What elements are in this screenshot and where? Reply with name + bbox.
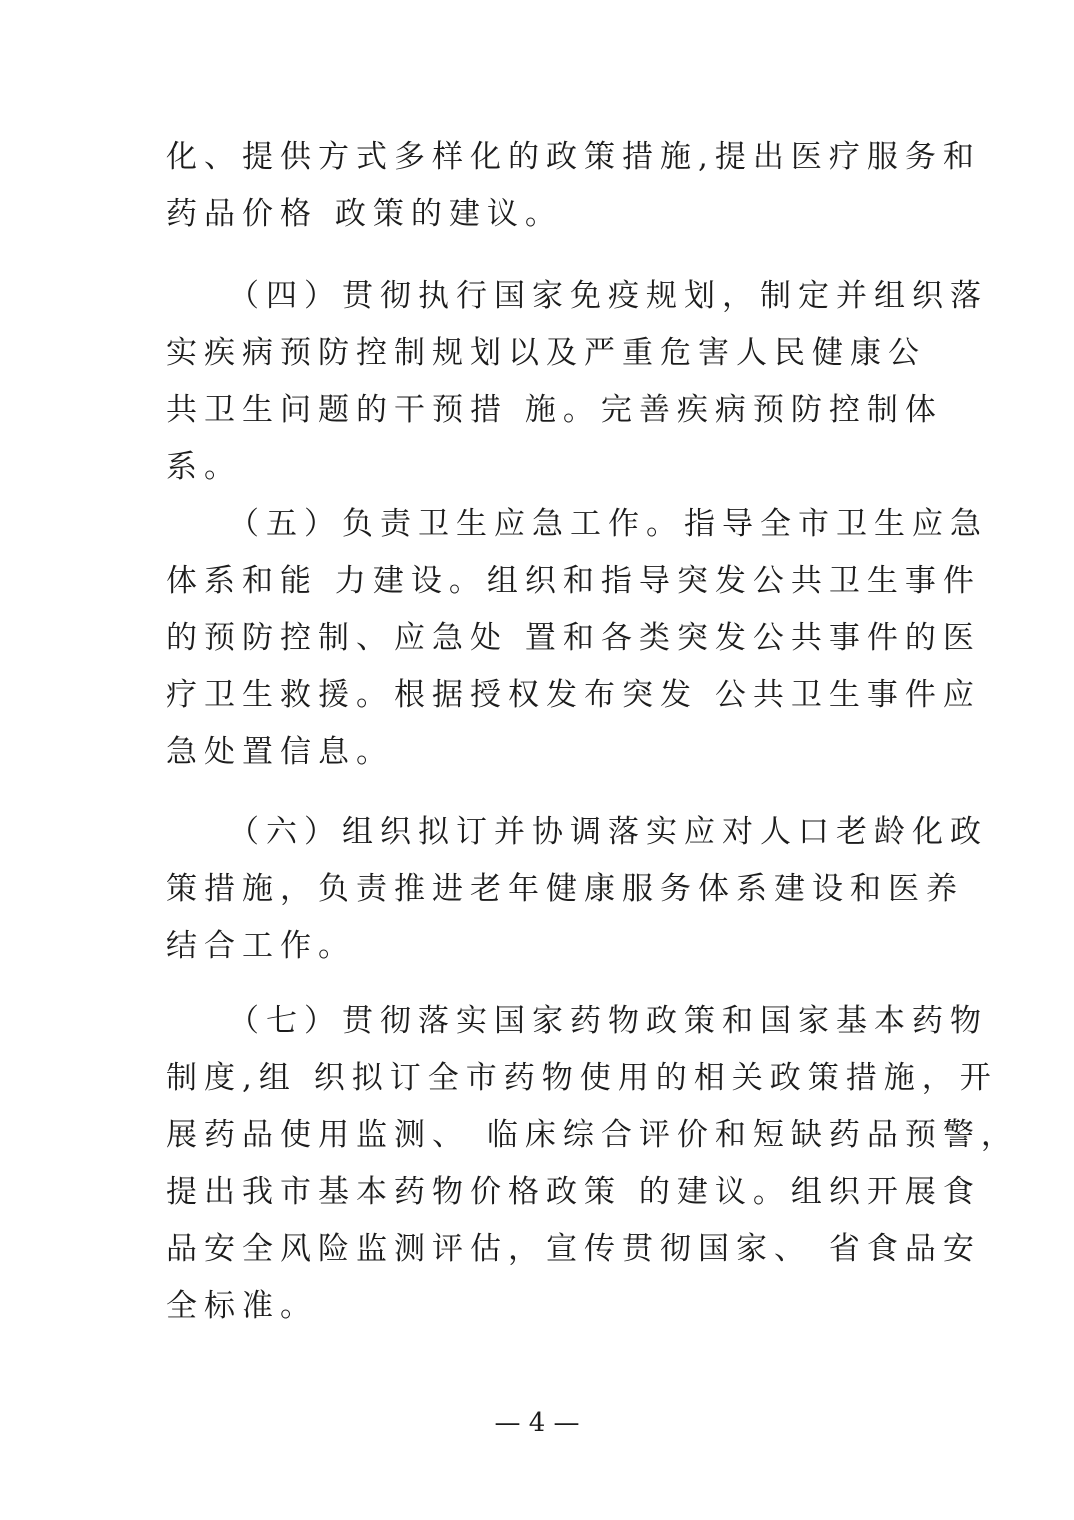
text-line: 展药品使用监测、 临床综合评价和短缺药品预警， bbox=[166, 1117, 1019, 1153]
text-line: （五）负责卫生应急工作。指导全市卫生应急 bbox=[228, 506, 988, 542]
text-line: 全标准。 bbox=[166, 1288, 318, 1324]
text-line: 品安全风险监测评估，宣传贯彻国家、 省食品安 bbox=[166, 1231, 981, 1267]
text-line: 提出我市基本药物价格政策 的建议。组织开展食 bbox=[166, 1174, 981, 1210]
paragraph-item-5 bbox=[166, 496, 988, 781]
text-line: （六）组织拟订并协调落实应对人口老龄化政 bbox=[228, 814, 988, 850]
page-number: — 4 — bbox=[494, 1408, 580, 1438]
text-line: 化、提供方式多样化的政策措施,提出医疗服务和 bbox=[166, 139, 981, 175]
paragraph-item-4 bbox=[166, 268, 988, 496]
paragraph-continuation bbox=[166, 129, 981, 243]
text-line: 疗卫生救援。根据授权发布突发 公共卫生事件应 bbox=[166, 677, 981, 713]
text-line: 系。 bbox=[166, 449, 242, 485]
paragraph-item-7 bbox=[166, 993, 1019, 1335]
text-line: 实疾病预防控制规划以及严重危害人民健康公 bbox=[166, 335, 926, 371]
text-line: 策措施，负责推进老年健康服务体系建设和医养 bbox=[166, 871, 964, 907]
text-line: 制度,组 织拟订全市药物使用的相关政策措施，开 bbox=[166, 1060, 998, 1096]
text-line: （七）贯彻落实国家药物政策和国家基本药物 bbox=[228, 1003, 988, 1039]
text-line: 共卫生问题的干预措 施。完善疾病预防控制体 bbox=[166, 392, 943, 428]
paragraph-item-6 bbox=[166, 804, 988, 975]
text-line: （四）贯彻执行国家免疫规划，制定并组织落 bbox=[228, 278, 988, 314]
text-line: 的预防控制、应急处 置和各类突发公共事件的医 bbox=[166, 620, 981, 656]
text-line: 体系和能 力建设。组织和指导突发公共卫生事件 bbox=[166, 563, 981, 599]
text-line: 急处置信息。 bbox=[166, 734, 394, 770]
text-line: 结合工作。 bbox=[166, 928, 356, 964]
text-line: 药品价格 政策的建议。 bbox=[166, 196, 563, 232]
